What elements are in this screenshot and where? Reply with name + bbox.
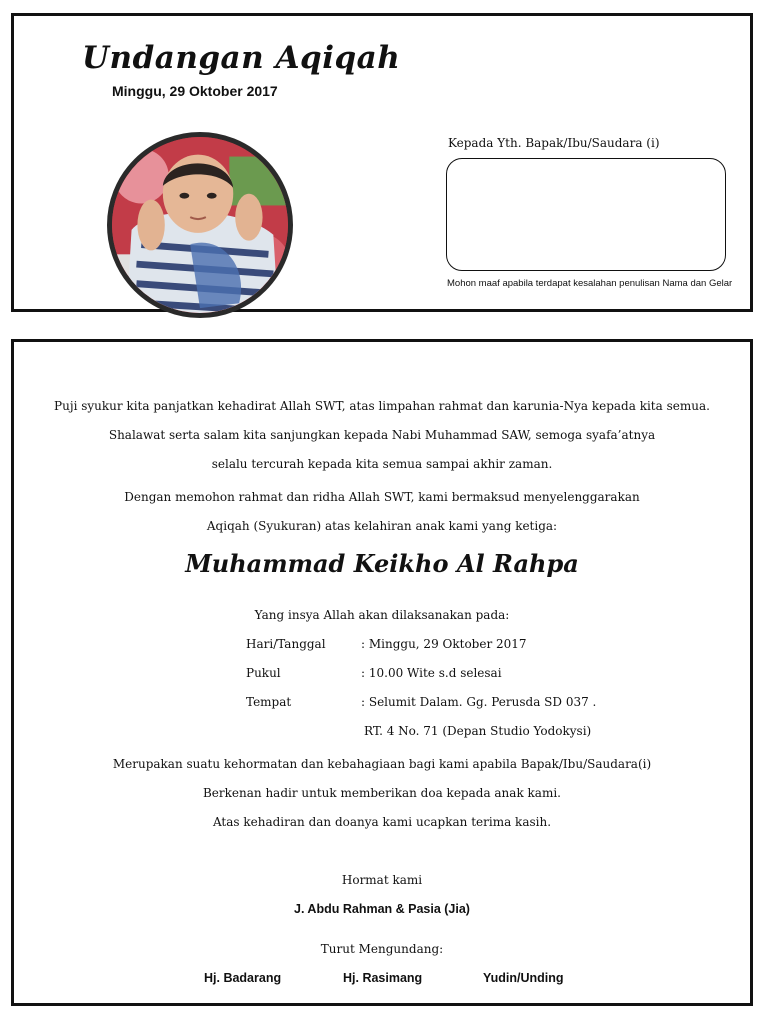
opening-line: Puji syukur kita panjatkan kehadirat Allah SWT, atas limpahan rahmat dan karunia-Nya kepada kita semua. [54,399,710,413]
detail-value-time: : 10.00 Wite s.d selesai [361,666,502,680]
detail-value-place: : Selumit Dalam. Gg. Perusda SD 037 . [361,695,597,709]
regards: Hormat kami [341,873,423,887]
detail-value-date: : Minggu, 29 Oktober 2017 [361,637,527,651]
event-intro: Yang insya Allah akan dilaksanakan pada: [254,608,510,622]
invitation-date: Minggu, 29 Oktober 2017 [112,83,278,99]
baby-photo [107,132,293,318]
closing-line: Atas kehadiran dan doanya kami ucapkan terima kasih. [212,815,552,829]
opening-line: selalu tercurah kepada kita semua sampai akhir zaman. [211,457,553,471]
envelope-card [11,13,753,312]
opening-line: Shalawat serta salam kita sanjungkan kepada Nabi Muhammad SAW, semoga syafa’atnya [108,428,656,442]
closing-line: Merupakan suatu kehormatan dan kebahagiaan bagi kami apabila Bapak/Ibu/Saudara(i) [112,757,652,771]
detail-label-date: Hari/Tanggal [246,637,326,651]
detail-label-place: Tempat [246,695,292,709]
invitation-letter [11,339,753,1006]
invitation-title: Undangan Aqiqah [82,40,401,76]
signer-name: J. Abdu Rahman & Pasia (Jia) [294,902,470,916]
co-inviters-label: Turut Mengundang: [320,942,444,956]
co-inviter-name: Hj. Badarang [204,971,282,985]
child-name: Muhammad Keikho Al Rahpa [185,549,579,578]
detail-value-address: RT. 4 No. 71 (Depan Studio Yodokysi) [364,724,592,738]
co-inviter-name: Hj. Rasimang [343,971,423,985]
apology-note: Mohon maaf apabila terdapat kesalahan penulisan Nama dan Gelar [447,278,733,289]
opening-line: Aqiqah (Syukuran) atas kelahiran anak kami yang ketiga: [206,519,558,533]
recipient-address-box [446,158,726,271]
detail-label-time: Pukul [246,666,281,680]
closing-line: Berkenan hadir untuk memberikan doa kepada anak kami. [202,786,561,800]
recipient-label: Kepada Yth. Bapak/Ibu/Saudara (i) [448,136,660,150]
opening-line: Dengan memohon rahmat dan ridha Allah SWT, kami bermaksud menyelenggarakan [124,490,640,504]
co-inviter-name: Yudin/Unding [483,971,564,985]
